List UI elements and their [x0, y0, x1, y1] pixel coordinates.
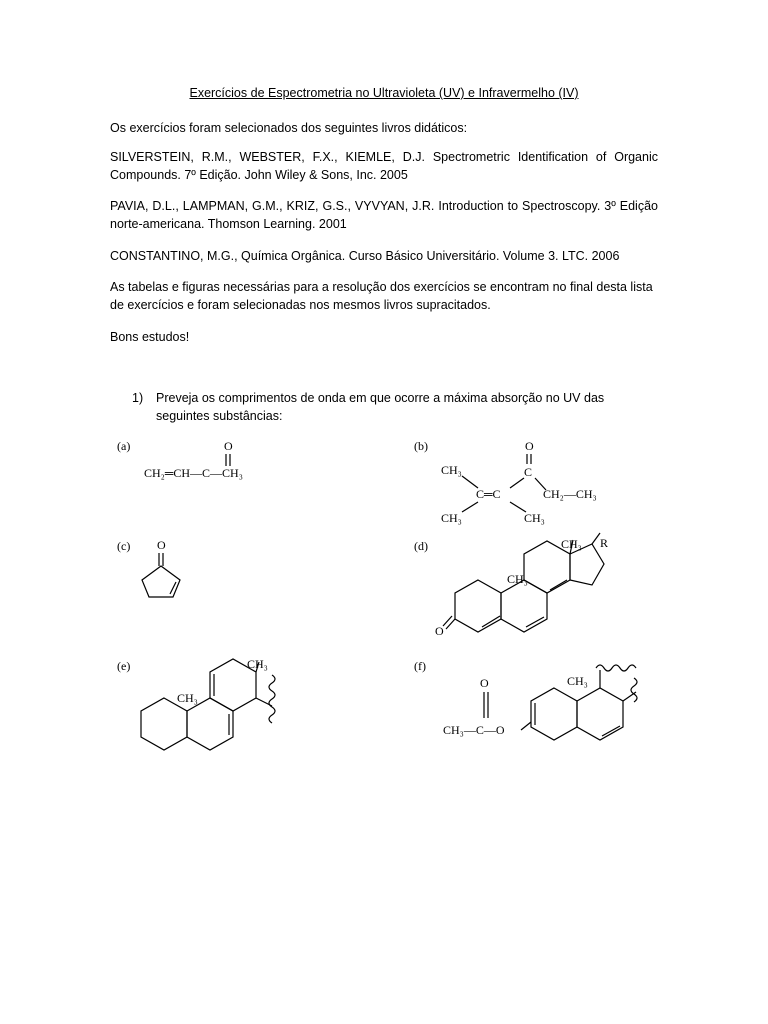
d-ch3-top: CH₃	[561, 537, 582, 551]
label-a: (a)	[117, 439, 131, 453]
f-double-bond-2	[602, 726, 620, 736]
e-ring-b	[187, 698, 233, 750]
label-b: (b)	[414, 439, 428, 453]
reference-constantino: CONSTANTINO, M.G., Química Orgânica. Curso Básico Universitário. Volume 3. LTC. 2006	[110, 249, 620, 263]
b-ch3-bottom-right: CH₃	[524, 511, 545, 525]
b-bond-4	[462, 502, 478, 512]
f-ring-a	[531, 688, 577, 740]
d-ch3-mid: CH₃	[507, 572, 528, 586]
page-title: Exercícios de Espectrometria no Ultravioleta (UV) e Infravermelho (IV)	[189, 86, 579, 100]
e-ch3-mid: CH₃	[177, 691, 198, 705]
d-r-bond	[592, 533, 600, 544]
label-c: (c)	[117, 539, 131, 553]
structures-figure	[0, 430, 768, 770]
b-oxygen: O	[525, 439, 534, 453]
f-ch3-top: CH₃	[567, 674, 588, 688]
f-wavy-bond-2-icon	[631, 678, 637, 702]
b-cc: C═C	[476, 487, 501, 501]
c-oxygen: O	[157, 538, 166, 552]
e-ring-a	[141, 698, 187, 750]
e-ch3-top: CH₃	[247, 657, 268, 671]
f-wavy-bond-icon	[596, 665, 636, 671]
d-oxygen: O	[435, 624, 444, 638]
label-e: (e)	[117, 659, 131, 673]
intro-text: Os exercícios foram selecionados dos seguintes livros didáticos:	[110, 121, 468, 135]
b-ch3-top: CH₃	[441, 463, 462, 477]
b-bond-2	[510, 478, 524, 488]
question-text: Preveja os comprimentos de onda em que ocorre a máxima absorção no UV das seguintes substâncias:	[156, 391, 605, 423]
d-double-bond-3	[550, 580, 567, 590]
f-ring-b	[577, 688, 623, 740]
d-ring-a	[455, 580, 501, 632]
b-carbonyl-carbon: C	[524, 465, 533, 479]
b-ethyl: CH₂—CH₃	[543, 487, 597, 501]
b-ch3-bottom-left: CH₃	[441, 511, 462, 525]
f-oxygen: O	[480, 676, 489, 690]
d-r: R	[600, 536, 609, 550]
closing-text: Bons estudos!	[110, 330, 190, 344]
e-wavy-bond-icon	[269, 675, 275, 723]
reference-silverstein: SILVERSTEIN, R.M., WEBSTER, F.X., KIEMLE, D.J. Spectrometric Identification of Organic Compounds. 7º Edição. John Wiley & Sons, Inc. 2005	[110, 150, 658, 182]
a-chain: CH₂═CH—C—CH₃	[144, 466, 243, 480]
c-ring	[142, 566, 180, 597]
d-ring-b	[501, 580, 547, 632]
tables-note: As tabelas e figuras necessárias para a resolução dos exercícios se encontram no final desta lista de exercícios e foram selecionadas nos mesmos livros supracitados.	[110, 280, 653, 312]
f-acetyl: CH₃—C—O	[443, 723, 505, 737]
question-number: 1)	[132, 391, 144, 405]
a-oxygen: O	[224, 439, 233, 453]
f-ester-bond	[521, 722, 531, 730]
reference-pavia: PAVIA, D.L., LAMPMAN, G.M., KRIZ, G.S., VYVYAN, J.R. Introduction to Spectroscopy. 3º Edição norte-americana. Thomson Learning. 2001	[110, 199, 658, 231]
label-f: (f)	[414, 659, 426, 673]
label-d: (d)	[414, 539, 428, 553]
